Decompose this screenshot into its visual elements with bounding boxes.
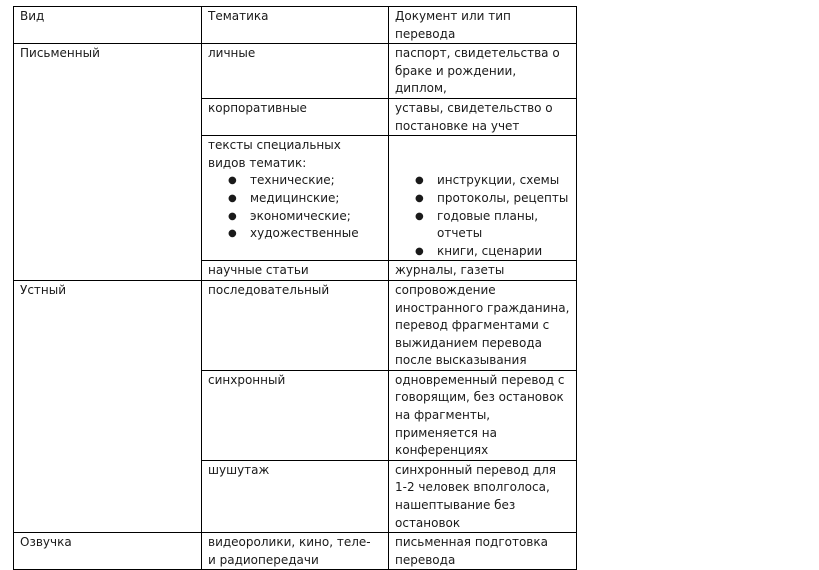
topic-scientific: научные статьи: [202, 261, 389, 281]
topic-consecutive: последовательный: [202, 280, 389, 370]
header-topic: Тематика: [202, 7, 389, 44]
list-item: ● технические;: [208, 172, 382, 190]
table-row: [14, 44, 577, 99]
kind-oral: Устный: [14, 280, 202, 532]
list-item: ● протоколы, рецепты: [395, 190, 570, 208]
list-item: ● экономические;: [208, 208, 382, 226]
topic-special: [202, 136, 389, 261]
translation-types-table: [13, 6, 577, 570]
topic-whispering: шушутаж: [202, 460, 389, 532]
topic-special-list: [208, 172, 382, 242]
doc-corporate: уставы, свидетельство о постановке на учет: [389, 98, 577, 135]
list-item: ● книги, сценарии: [395, 243, 570, 261]
doc-consecutive: сопровождение иностранного гражданина, перевод фрагментами с выжиданием перевода после высказывания: [389, 280, 577, 370]
doc-special: [389, 136, 577, 261]
topic-corporate: корпоративные: [202, 98, 389, 135]
kind-written: Письменный: [14, 44, 202, 281]
table-header-row: [14, 7, 577, 44]
doc-whispering: синхронный перевод для 1-2 человек вполголоса, нашептывание без остановок: [389, 460, 577, 532]
kind-voiceover: Озвучка: [14, 533, 202, 570]
table-row: [14, 533, 577, 570]
list-item: ● художественные: [208, 225, 382, 243]
doc-scientific: журналы, газеты: [389, 261, 577, 281]
list-item: ● инструкции, схемы: [395, 172, 570, 190]
topic-voiceover: видеоролики, кино, теле- и радиопередачи: [202, 533, 389, 570]
table-row: [14, 280, 577, 370]
doc-voiceover: письменная подготовка перевода: [389, 533, 577, 570]
topic-simultaneous: синхронный: [202, 370, 389, 460]
list-item: ● медицинские;: [208, 190, 382, 208]
doc-personal: паспорт, свидетельства о браке и рождении, диплом,: [389, 44, 577, 99]
topic-special-heading: тексты специальных видов тематик:: [208, 138, 341, 170]
doc-simultaneous: одновременный перевод с говорящим, без остановок на фрагменты, применяется на конференциях: [389, 370, 577, 460]
header-kind: Вид: [14, 7, 202, 44]
list-item: ● годовые планы, отчеты: [395, 208, 570, 243]
doc-special-list: [395, 172, 570, 260]
topic-personal: личные: [202, 44, 389, 99]
header-document: Документ или тип перевода: [389, 7, 577, 44]
